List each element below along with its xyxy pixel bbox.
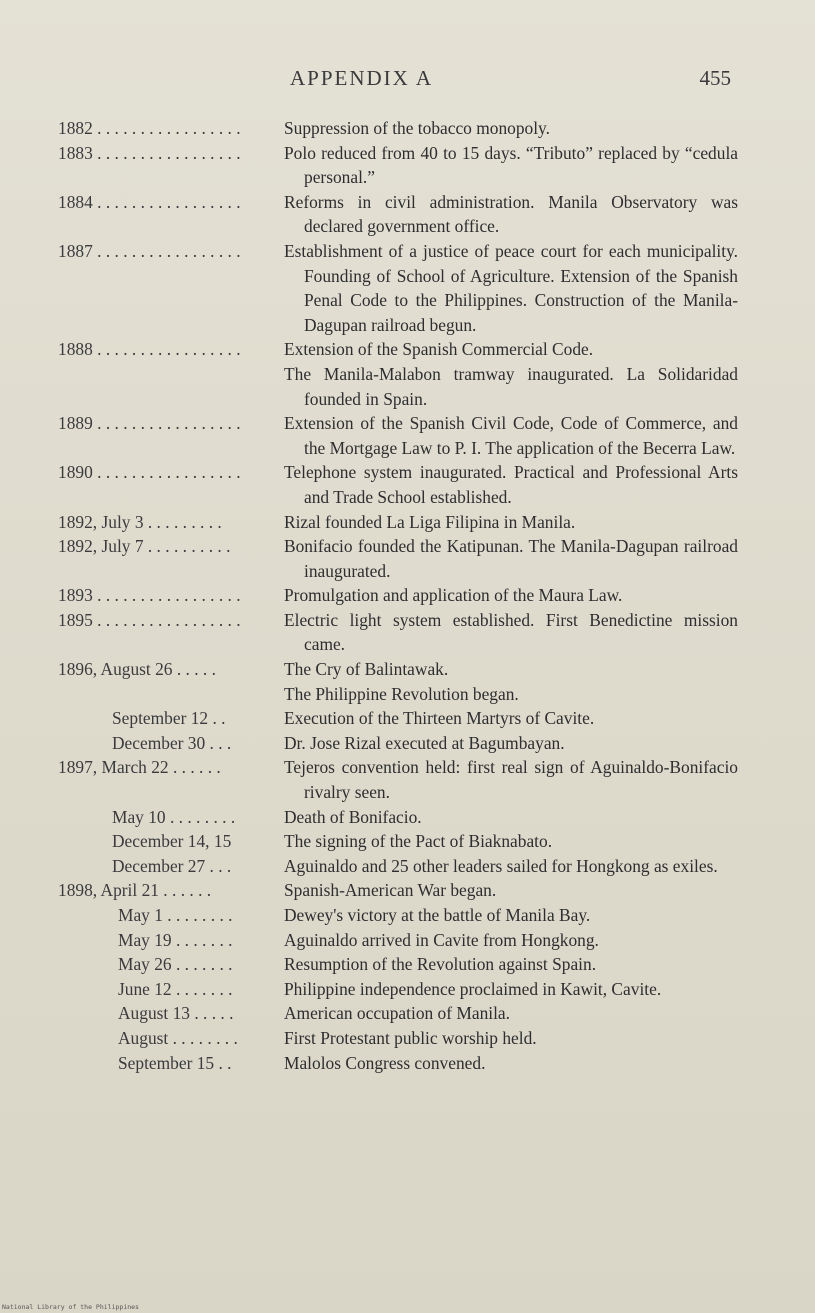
entry-date: 1882 . . . . . . . . . . . . . . . . . — [58, 118, 241, 138]
entry-date: May 10 . . . . . . . . — [112, 806, 236, 827]
entry-description: Execution of the Thirteen Martyrs of Cavite. — [284, 708, 595, 729]
entry-description: Spanish-American War began. — [284, 880, 497, 901]
entry-description: The signing of the Pact of Biaknabato. — [284, 831, 553, 852]
chronology-entry — [58, 239, 738, 337]
entry-description: Promulgation and application of the Maura Law. — [284, 585, 623, 606]
chronology-entry — [58, 854, 738, 879]
entry-description: Dr. Jose Rizal executed at Bagumbayan. — [284, 732, 565, 753]
chronology-entry — [58, 829, 738, 854]
entry-date: 1883 . . . . . . . . . . . . . . . . . — [58, 142, 241, 163]
page-header — [0, 66, 815, 96]
entry-description: Polo reduced from 40 to 15 days. “Tributo” replaced by “cedula personal.” — [284, 142, 738, 188]
entry-description: Aguinaldo arrived in Cavite from Hongkong. — [284, 929, 599, 950]
entry-date: 1896, August 26 . . . . . — [58, 659, 216, 680]
entry-date: 1897, March 22 . . . . . . — [58, 757, 221, 778]
chronology-entry — [58, 141, 738, 190]
entry-date: August 13 . . . . . — [118, 1003, 234, 1024]
entry-date: December 27 . . . — [112, 855, 232, 876]
chronology-entry — [58, 706, 738, 731]
entry-description: The Philippine Revolution began. — [284, 683, 519, 704]
entry-description: Extension of the Spanish Commercial Code. — [284, 339, 594, 360]
entry-description: Dewey's victory at the battle of Manila Bay. — [284, 905, 591, 925]
entry-description: Extension of the Spanish Civil Code, Code of Commerce, and the Mortgage Law to P. I. The application of the Becerra Law. — [284, 413, 738, 458]
chronology-entry — [58, 460, 738, 509]
entry-date: May 26 . . . . . . . — [118, 954, 233, 975]
chronology-entry — [58, 190, 738, 239]
entry-date: 1887 . . . . . . . . . . . . . . . . . — [58, 240, 241, 261]
entry-date: December 14, 15 — [112, 831, 232, 852]
running-title: APPENDIX A — [290, 66, 434, 90]
entry-description: Malolos Congress convened. — [284, 1052, 486, 1073]
chronology-entry — [58, 510, 738, 535]
page-number: 455 — [699, 66, 731, 90]
chronology-entry — [58, 731, 738, 756]
entry-description: The Cry of Balintawak. — [284, 659, 449, 680]
chronology-entry — [58, 362, 738, 411]
chronology-entry — [58, 116, 738, 141]
chronology-entry — [58, 755, 738, 804]
entry-date: 1890 . . . . . . . . . . . . . . . . . — [58, 462, 241, 483]
entry-date: May 19 . . . . . . . — [118, 929, 233, 950]
chronology-entry — [58, 682, 738, 707]
chronology-entry — [58, 903, 738, 928]
entry-date: 1893 . . . . . . . . . . . . . . . . . — [58, 585, 241, 606]
chronology-entry — [58, 977, 738, 1002]
chronology-entry — [58, 657, 738, 682]
entry-description: Philippine independence proclaimed in Kawit, Cavite. — [284, 978, 662, 999]
entry-description: Reforms in civil administration. Manila Observatory was declared government office. — [284, 191, 738, 237]
entry-description: Suppression of the tobacco monopoly. — [284, 118, 550, 138]
entry-date: August . . . . . . . . — [118, 1027, 238, 1048]
chronology-entry — [58, 411, 738, 460]
chronology-entry — [58, 1051, 738, 1076]
chronology-entry — [58, 805, 738, 830]
entry-description: Aguinaldo and 25 other leaders sailed for Hongkong as exiles. — [284, 855, 718, 876]
entry-date: 1898, April 21 . . . . . . — [58, 880, 212, 901]
entry-date: December 30 . . . — [112, 732, 232, 753]
chronology-entry — [58, 1026, 738, 1051]
entry-description: Establishment of a justice of peace court for each municipality. Founding of School of Agriculture. Extension of the Spanish Penal Code to the Philippines. Construction of the Manila-Dagupan railroad begun. — [284, 240, 738, 335]
entry-date: 1892, July 7 . . . . . . . . . . — [58, 536, 231, 557]
entry-date: 1895 . . . . . . . . . . . . . . . . . — [58, 609, 241, 630]
chronology-entry — [58, 952, 738, 977]
chronology-list — [58, 116, 738, 1075]
entry-description: Telephone system inaugurated. Practical and Professional Arts and Trade School established. — [284, 462, 738, 507]
entry-description: American occupation of Manila. — [284, 1003, 510, 1024]
entry-date: 1888 . . . . . . . . . . . . . . . . . — [58, 339, 241, 360]
entry-date: June 12 . . . . . . . — [118, 978, 233, 999]
entry-description: Rizal founded La Liga Filipina in Manila. — [284, 511, 576, 532]
chronology-entry — [58, 928, 738, 953]
entry-date: May 1 . . . . . . . . — [118, 905, 233, 925]
chronology-entry — [58, 534, 738, 583]
entry-date: September 15 . . — [118, 1052, 232, 1073]
chronology-entry — [58, 1001, 738, 1026]
entry-date: September 12 . . — [112, 708, 226, 729]
entry-date: 1884 . . . . . . . . . . . . . . . . . — [58, 191, 241, 212]
entry-description: Tejeros convention held: first real sign of Aguinaldo-Bonifacio rivalry seen. — [284, 757, 738, 803]
entry-description: First Protestant public worship held. — [284, 1027, 537, 1048]
library-credit: National Library of the Philippines — [2, 1303, 139, 1311]
entry-description: Bonifacio founded the Katipunan. The Manila-Dagupan railroad inaugurated. — [284, 536, 738, 581]
chronology-entry — [58, 878, 738, 903]
entry-description: Death of Bonifacio. — [284, 806, 422, 827]
chronology-entry — [58, 337, 738, 362]
entry-description: Electric light system established. First Benedictine mission came. — [284, 609, 738, 655]
entry-description: Resumption of the Revolution against Spain. — [284, 954, 597, 975]
entry-date: 1889 . . . . . . . . . . . . . . . . . — [58, 413, 241, 434]
chronology-entry — [58, 583, 738, 608]
entry-date: 1892, July 3 . . . . . . . . . — [58, 511, 222, 532]
chronology-entry — [58, 608, 738, 657]
entry-description: The Manila-Malabon tramway inaugurated. La Solidaridad founded in Spain. — [284, 363, 738, 409]
